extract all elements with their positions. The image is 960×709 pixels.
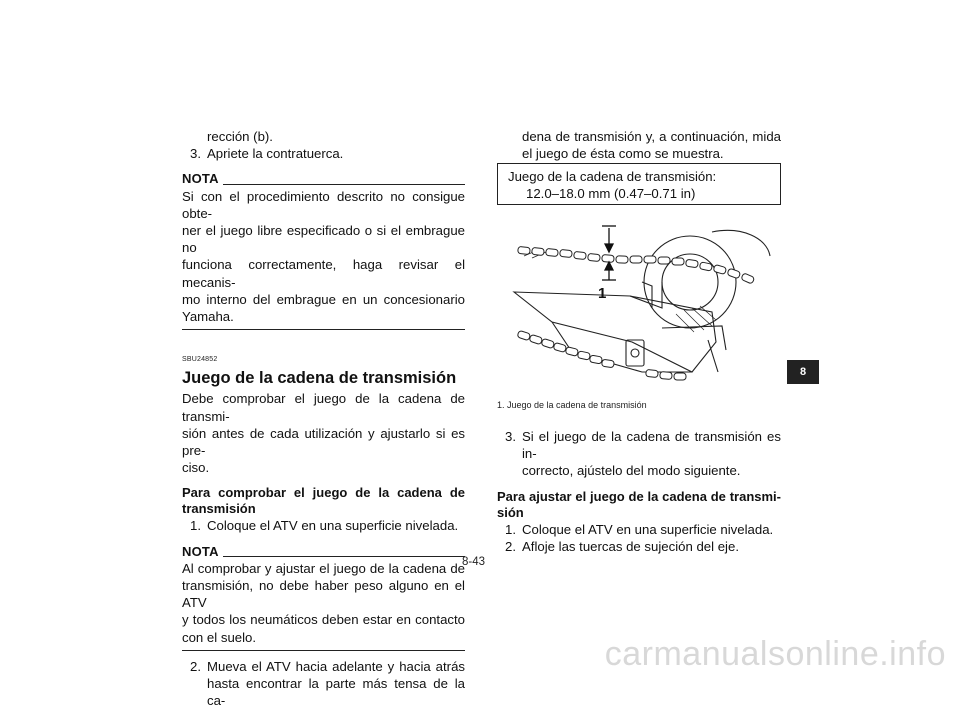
continued-text: rección (b). [207,129,273,144]
nota-line: ner el juego libre especificado o si el embrague no [182,223,465,256]
step-line: Si el juego de la cadena de transmisión es in- [522,429,781,462]
step-number: 1. [505,521,516,537]
spec-value: 12.0–18.0 mm (0.47–0.71 in) [526,186,696,201]
nota-2-header [182,543,465,560]
step-number: 2. [505,538,516,554]
divider [182,650,465,651]
divider [182,329,465,330]
step-text [207,658,465,709]
step-line: Mueva el ATV hacia adelante y hacia atrás [207,658,465,674]
spec-box [497,163,781,205]
subhead-line: transmisión [182,501,256,517]
right-column-bottom [497,428,781,555]
nota-line: mo interno del embrague en un concesionario [182,291,465,307]
left-column [182,128,465,709]
nota-label: NOTA [182,171,219,187]
subhead-line: Para comprobar el juego de la cadena de [182,485,465,501]
check-subheading [182,485,465,517]
intro-line: Debe comprobar el juego de la cadena de transmi- [182,391,465,424]
step-line: correcto, ajústelo del modo siguiente. [522,463,741,479]
section-intro [182,390,465,476]
page-number: 8-43 [462,556,486,568]
divider [223,556,465,557]
adjust-subheading [497,489,781,521]
divider [223,184,465,185]
nota-line: con el suelo. [182,629,257,645]
step-text [522,428,781,480]
continued-text: el juego de ésta como se muestra. [522,146,724,162]
step-number: 3. [505,429,516,444]
nota-line: Al comprobar y ajustar el juego de la cadena de [182,560,465,576]
step-line: hasta encontrar la parte más tensa de la ca- [207,676,465,709]
subhead-line: Para ajustar el juego de la cadena de transmi- [497,488,781,504]
step-number: 2. [190,658,201,674]
nota-1-body [182,188,465,326]
spec-label: Juego de la cadena de transmisión: [508,169,717,184]
nota-line: funciona correctamente, haga revisar el mecanis- [182,257,465,290]
step-1-level [497,521,781,538]
step-text: Afloje las tuercas de sujeción del eje. [522,538,739,554]
step-number: 3. [190,146,201,162]
intro-line: ciso. [182,460,210,476]
nota-line: y todos los neumáticos deben estar en contacto [182,612,465,628]
step-2-move [182,658,465,709]
nota-line: transmisión, no debe haber peso alguno en el ATV [182,578,465,611]
step-number: 1. [190,518,201,534]
chain-slack-illustration [512,222,774,396]
nota-label: NOTA [182,543,219,559]
subhead-line: sión [497,504,524,520]
nota-line: Si con el procedimiento descrito no consigue obte- [182,188,465,221]
nota-line: Yamaha. [182,309,234,325]
step-text: Apriete la contratuerca. [207,146,344,162]
step-2-loosen [497,538,781,555]
chapter-tab: 8 [787,360,819,384]
step-3-tighten [182,145,465,162]
step-1-level [182,517,465,534]
section-heading: Juego de la cadena de transmisión [182,369,457,388]
watermark: carmanualsonline.info [604,635,946,673]
continued-text: dena de transmisión y, a continuación, mida [522,129,781,144]
nota-2-body [182,560,465,646]
figure-caption: 1. Juego de la cadena de transmisión [497,400,647,410]
intro-line: sión antes de cada utilización y ajustarlo si es pre- [182,425,465,459]
figure-callout-number: 1 [598,285,607,302]
step-text: Coloque el ATV en una superficie nivelada. [207,518,459,534]
right-column-top [497,128,781,162]
nota-1-header [182,170,465,187]
section-code: SBU24852 [182,356,218,364]
step-text: Coloque el ATV en una superficie nivelada. [522,521,774,537]
step-3-adjust [497,428,781,480]
